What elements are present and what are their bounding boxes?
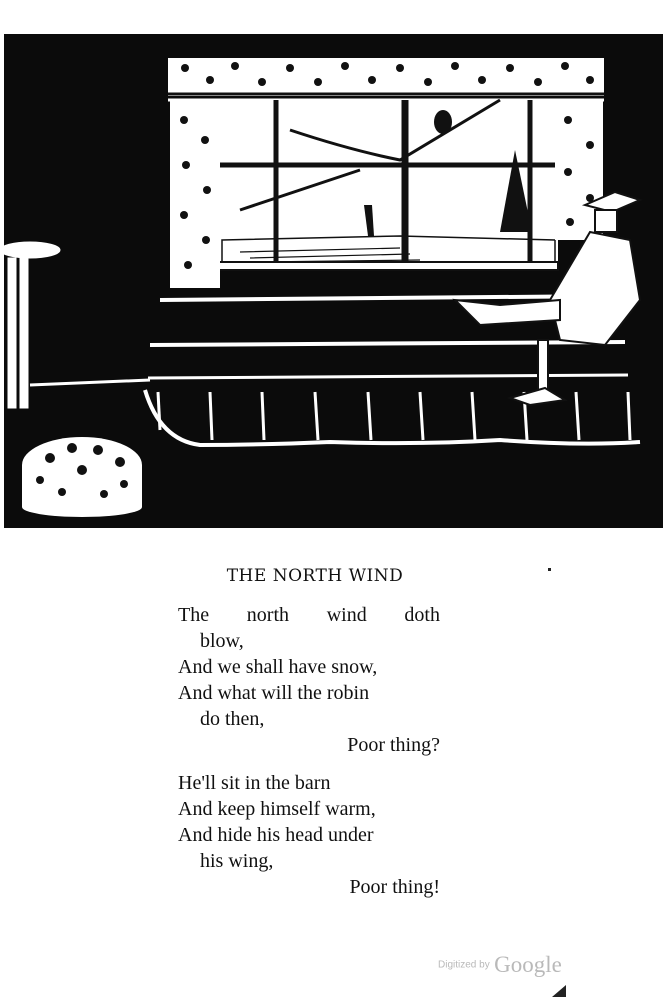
robin xyxy=(434,110,452,134)
watermark-prefix: Digitized by xyxy=(438,959,490,971)
poem-title: THE NORTH WIND xyxy=(226,566,404,586)
footstool xyxy=(22,437,142,517)
scan-speck xyxy=(548,568,551,571)
poem-word: wind xyxy=(326,604,367,626)
poem-line: And what will the robin xyxy=(178,682,370,704)
scan-speck xyxy=(552,985,566,997)
poem-line: He'll sit in the barn xyxy=(178,772,331,794)
poem-line xyxy=(178,602,440,628)
poem-line: blow, xyxy=(200,630,244,652)
poem-line: do then, xyxy=(200,708,265,730)
curtain-valance xyxy=(168,58,604,100)
poem-word: north xyxy=(246,604,290,626)
watermark-brand: Google xyxy=(494,952,562,977)
curtain-left xyxy=(170,100,220,288)
poem-line: And hide his head under xyxy=(178,824,374,846)
poem-word: The xyxy=(178,604,210,626)
poem-line: And we shall have snow, xyxy=(178,656,378,678)
window xyxy=(218,100,558,270)
poem-refrain: Poor thing! xyxy=(349,876,440,898)
poem-word: doth xyxy=(404,604,440,626)
stanza-2 xyxy=(178,770,440,900)
poem-line: And keep himself warm, xyxy=(178,798,376,820)
digitized-watermark xyxy=(438,952,562,978)
poem-line: his wing, xyxy=(200,850,274,872)
poem-refrain: Poor thing? xyxy=(347,734,440,756)
stanza-1 xyxy=(178,602,440,758)
